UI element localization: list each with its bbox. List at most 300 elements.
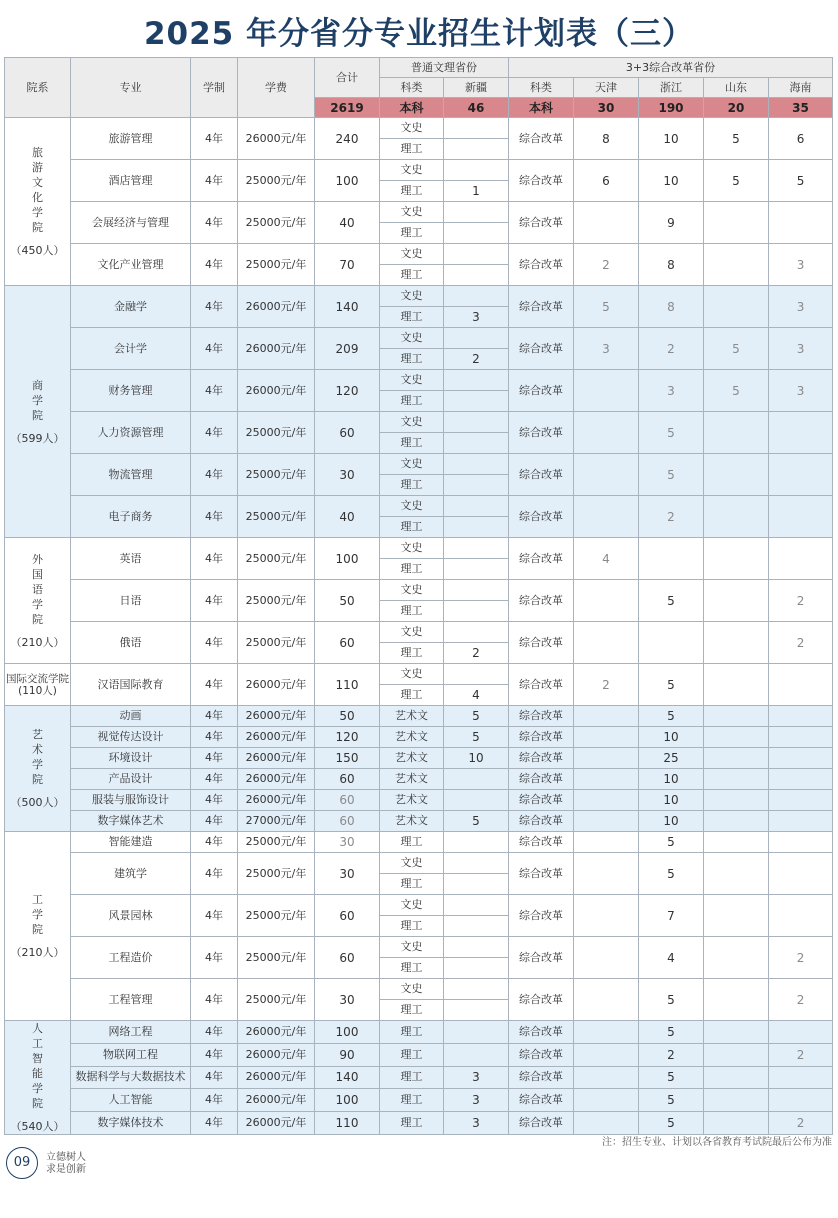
major-fee: 26000元/年 [238,1089,315,1112]
zhejiang-count: 3 [639,370,704,412]
hainan-count: 6 [769,118,833,160]
total-tianjin: 30 [574,98,639,118]
major-total: 30 [315,979,380,1021]
reform-subject-type: 综合改革 [509,1043,574,1066]
table-row [5,706,833,727]
college-name-char: 语 [32,582,43,596]
major-total: 110 [315,1112,380,1135]
college-cell [5,538,71,664]
reform-subject-type: 综合改革 [509,748,574,769]
tianjin-count: 2 [574,664,639,706]
shandong-count [704,769,769,790]
tianjin-count [574,979,639,1021]
total-subject: 本科 [380,98,444,118]
major-total: 50 [315,580,380,622]
normal-subject-type: 理工 [380,1112,444,1135]
normal-subject-type: 理工 [380,391,444,412]
shandong-count: 5 [704,370,769,412]
zhejiang-count: 25 [639,748,704,769]
table-row [5,160,833,181]
normal-subject-type: 文史 [380,979,444,1000]
table-row [5,748,833,769]
shandong-count: 5 [704,118,769,160]
shandong-count [704,748,769,769]
major-total: 60 [315,811,380,832]
hainan-count: 2 [769,1112,833,1135]
page-number: 09 [6,1147,38,1179]
zhejiang-count: 5 [639,1089,704,1112]
normal-subject-type: 理工 [380,1043,444,1066]
shandong-count [704,853,769,895]
major-total: 60 [315,895,380,937]
major-name: 英语 [71,538,191,580]
normal-subject-type: 文史 [380,286,444,307]
table-row [5,853,833,874]
major-name: 日语 [71,580,191,622]
major-name: 旅游管理 [71,118,191,160]
tianjin-count [574,769,639,790]
major-name: 数据科学与大数据技术 [71,1066,191,1089]
college-name-char: 院 [32,923,43,936]
xinjiang-count [444,223,509,244]
shandong-count [704,1089,769,1112]
hainan-count [769,1066,833,1089]
xinjiang-count: 5 [444,706,509,727]
zhejiang-count: 5 [639,1112,704,1135]
shandong-count [704,538,769,580]
tianjin-count [574,370,639,412]
major-total: 40 [315,496,380,538]
major-duration: 4年 [191,853,238,895]
major-fee: 25000元/年 [238,454,315,496]
table-row [5,1021,833,1044]
normal-subject-type: 理工 [380,916,444,937]
reform-subject-type: 综合改革 [509,664,574,706]
major-total: 100 [315,538,380,580]
major-duration: 4年 [191,118,238,160]
xinjiang-count: 5 [444,727,509,748]
major-duration: 4年 [191,160,238,202]
zhejiang-count: 8 [639,286,704,328]
major-total: 240 [315,118,380,160]
tianjin-count [574,1089,639,1112]
major-duration: 4年 [191,496,238,538]
xinjiang-count [444,202,509,223]
header-tianjin: 天津 [574,78,639,98]
major-fee: 25000元/年 [238,895,315,937]
header-total: 合计 [315,58,380,98]
major-name: 俄语 [71,622,191,664]
major-name: 工程造价 [71,937,191,979]
zhejiang-count: 8 [639,244,704,286]
college-name-char: 学 [32,758,43,771]
college-name-char: 艺 [32,728,43,741]
college-name-char: 术 [32,743,43,756]
header-xinjiang: 新疆 [444,78,509,98]
shandong-count [704,727,769,748]
xinjiang-count [444,916,509,937]
hainan-count [769,202,833,244]
total-overall: 2619 [315,98,380,118]
normal-subject-type: 理工 [380,307,444,328]
major-total: 209 [315,328,380,370]
college-name-char: 学 [32,908,43,921]
zhejiang-count [639,622,704,664]
major-name: 数字媒体艺术 [71,811,191,832]
xinjiang-count [444,475,509,496]
major-duration: 4年 [191,244,238,286]
major-duration: 4年 [191,769,238,790]
hainan-count [769,538,833,580]
major-duration: 4年 [191,727,238,748]
zhejiang-count: 5 [639,580,704,622]
xinjiang-count [444,118,509,139]
hainan-count [769,895,833,937]
major-total: 40 [315,202,380,244]
major-duration: 4年 [191,832,238,853]
shandong-count [704,412,769,454]
zhejiang-count: 5 [639,1021,704,1044]
xinjiang-count [444,139,509,160]
xinjiang-count [444,391,509,412]
tianjin-count: 4 [574,538,639,580]
college-count: （500人） [10,796,65,809]
major-duration: 4年 [191,370,238,412]
reform-subject-type: 综合改革 [509,1066,574,1089]
table-row [5,769,833,790]
normal-subject-type: 文史 [380,622,444,643]
major-total: 30 [315,832,380,853]
major-fee: 26000元/年 [238,706,315,727]
normal-subject-type: 理工 [380,832,444,853]
major-duration: 4年 [191,622,238,664]
xinjiang-count [444,517,509,538]
xinjiang-count [444,1000,509,1021]
xinjiang-count [444,874,509,895]
major-name: 物联网工程 [71,1043,191,1066]
normal-subject-type: 艺术文 [380,811,444,832]
major-duration: 4年 [191,895,238,937]
major-name: 文化产业管理 [71,244,191,286]
normal-subject-type: 理工 [380,874,444,895]
xinjiang-count [444,958,509,979]
xinjiang-count [444,769,509,790]
college-cell [5,706,71,832]
major-total: 30 [315,853,380,895]
total-subject-reform: 本科 [509,98,574,118]
college-cell [5,832,71,1021]
reform-subject-type: 综合改革 [509,202,574,244]
normal-subject-type: 文史 [380,202,444,223]
xinjiang-count [444,1043,509,1066]
normal-subject-type: 文史 [380,118,444,139]
major-name: 动画 [71,706,191,727]
tianjin-count [574,622,639,664]
tianjin-count [574,1112,639,1135]
tianjin-count: 3 [574,328,639,370]
major-fee: 26000元/年 [238,769,315,790]
major-fee: 25000元/年 [238,979,315,1021]
motto [46,1152,86,1176]
table-row [5,244,833,265]
xinjiang-count [444,601,509,622]
motto-line-2: 求是创新 [46,1164,86,1175]
header-shandong: 山东 [704,78,769,98]
reform-subject-type: 综合改革 [509,832,574,853]
major-name: 建筑学 [71,853,191,895]
zhejiang-count [639,538,704,580]
major-fee: 26000元/年 [238,1021,315,1044]
zhejiang-count: 5 [639,706,704,727]
major-total: 150 [315,748,380,769]
shandong-count [704,1112,769,1135]
hainan-count [769,454,833,496]
xinjiang-count: 5 [444,811,509,832]
college-count: （599人） [10,431,65,445]
xinjiang-count: 3 [444,307,509,328]
zhejiang-count: 10 [639,118,704,160]
normal-subject-type: 文史 [380,370,444,391]
zhejiang-count: 5 [639,853,704,895]
normal-subject-type: 艺术文 [380,706,444,727]
tianjin-count [574,790,639,811]
xinjiang-count [444,559,509,580]
major-name: 服装与服饰设计 [71,790,191,811]
xinjiang-count: 2 [444,643,509,664]
major-fee: 26000元/年 [238,748,315,769]
hainan-count [769,811,833,832]
major-duration: 4年 [191,664,238,706]
zhejiang-count: 5 [639,979,704,1021]
major-name: 汉语国际教育 [71,664,191,706]
normal-subject-type: 文史 [380,580,444,601]
xinjiang-count: 1 [444,181,509,202]
major-total: 50 [315,706,380,727]
major-duration: 4年 [191,1112,238,1135]
major-duration: 4年 [191,979,238,1021]
major-name: 智能建造 [71,832,191,853]
college-name-char: 国 [32,567,43,581]
xinjiang-count [444,979,509,1000]
shandong-count [704,580,769,622]
table-row [5,538,833,559]
major-total: 110 [315,664,380,706]
shandong-count [704,244,769,286]
college-name-char: 学 [32,1082,43,1095]
major-duration: 4年 [191,580,238,622]
major-total: 100 [315,160,380,202]
header-zhejiang: 浙江 [639,78,704,98]
table-row [5,1089,833,1112]
shandong-count [704,790,769,811]
college-count: （450人） [10,244,65,257]
normal-subject-type: 理工 [380,181,444,202]
table-row [5,328,833,349]
header-group-reform: 3+3综合改革省份 [509,58,833,78]
college-name-char: 院 [32,221,43,234]
college-count: （210人） [10,635,65,649]
college-name-char: 人 [32,1022,43,1035]
major-duration: 4年 [191,937,238,979]
major-name: 网络工程 [71,1021,191,1044]
major-duration: 4年 [191,1021,238,1044]
shandong-count [704,664,769,706]
hainan-count: 2 [769,622,833,664]
hainan-count: 2 [769,1043,833,1066]
major-name: 人力资源管理 [71,412,191,454]
normal-subject-type: 理工 [380,685,444,706]
xinjiang-count [444,538,509,559]
zhejiang-count: 10 [639,811,704,832]
major-total: 90 [315,1043,380,1066]
major-total: 140 [315,286,380,328]
page-title: 2025 年分省分专业招生计划表（三） [143,16,695,52]
reform-subject-type: 综合改革 [509,286,574,328]
major-fee: 25000元/年 [238,496,315,538]
shandong-count [704,979,769,1021]
reform-subject-type: 综合改革 [509,538,574,580]
major-duration: 4年 [191,1066,238,1089]
table-row [5,202,833,223]
reform-subject-type: 综合改革 [509,622,574,664]
major-name: 人工智能 [71,1089,191,1112]
tianjin-count [574,727,639,748]
reform-subject-type: 综合改革 [509,979,574,1021]
college-name-char: 能 [32,1067,43,1080]
major-total: 100 [315,1089,380,1112]
reform-subject-type: 综合改革 [509,370,574,412]
major-name: 环境设计 [71,748,191,769]
major-fee: 26000元/年 [238,1043,315,1066]
major-fee: 26000元/年 [238,790,315,811]
reform-subject-type: 综合改革 [509,769,574,790]
college-name-char: 文 [32,176,43,189]
xinjiang-count [444,412,509,433]
zhejiang-count: 5 [639,664,704,706]
reform-subject-type: 综合改革 [509,1112,574,1135]
hainan-count: 2 [769,979,833,1021]
hainan-count [769,1021,833,1044]
normal-subject-type: 理工 [380,349,444,370]
major-name: 风景园林 [71,895,191,937]
table-row [5,1112,833,1135]
major-fee: 26000元/年 [238,118,315,160]
college-name-char: 院 [32,408,43,422]
major-total: 60 [315,937,380,979]
shandong-count [704,1066,769,1089]
xinjiang-count [444,895,509,916]
normal-subject-type: 艺术文 [380,727,444,748]
xinjiang-count [444,937,509,958]
table-row [5,664,833,685]
tianjin-count [574,496,639,538]
major-fee: 25000元/年 [238,538,315,580]
major-total: 120 [315,727,380,748]
normal-subject-type: 文史 [380,937,444,958]
major-fee: 26000元/年 [238,727,315,748]
tianjin-count [574,412,639,454]
zhejiang-count: 9 [639,202,704,244]
header-group-normal: 普通文理省份 [380,58,509,78]
major-duration: 4年 [191,1089,238,1112]
xinjiang-count [444,790,509,811]
major-total: 70 [315,244,380,286]
normal-subject-type: 文史 [380,412,444,433]
major-duration: 4年 [191,790,238,811]
header-subject-reform: 科类 [509,78,574,98]
table-row [5,937,833,958]
hainan-count: 2 [769,937,833,979]
normal-subject-type: 文史 [380,538,444,559]
shandong-count [704,832,769,853]
table-row [5,811,833,832]
major-name: 会展经济与管理 [71,202,191,244]
normal-subject-type: 理工 [380,139,444,160]
table-row [5,454,833,475]
xinjiang-count [444,853,509,874]
normal-subject-type: 理工 [380,1021,444,1044]
table-row [5,622,833,643]
major-total: 60 [315,769,380,790]
zhejiang-count: 5 [639,412,704,454]
zhejiang-count: 2 [639,328,704,370]
tianjin-count [574,1043,639,1066]
tianjin-count [574,706,639,727]
tianjin-count [574,832,639,853]
major-name: 工程管理 [71,979,191,1021]
normal-subject-type: 艺术文 [380,769,444,790]
college-name-char: 游 [32,161,43,174]
zhejiang-count: 2 [639,496,704,538]
college-name-char: 旅 [32,146,43,159]
major-duration: 4年 [191,454,238,496]
tianjin-count [574,748,639,769]
shandong-count [704,1021,769,1044]
normal-subject-type: 理工 [380,559,444,580]
college-name-char: 智 [32,1052,43,1065]
major-fee: 26000元/年 [238,370,315,412]
total-zhejiang: 190 [639,98,704,118]
major-duration: 4年 [191,538,238,580]
zhejiang-count: 5 [639,454,704,496]
major-name: 酒店管理 [71,160,191,202]
header-duration: 学制 [191,58,238,118]
hainan-count [769,790,833,811]
xinjiang-count: 3 [444,1089,509,1112]
normal-subject-type: 理工 [380,643,444,664]
major-duration: 4年 [191,1043,238,1066]
table-row [5,118,833,139]
total-shandong: 20 [704,98,769,118]
college-cell [5,118,71,286]
reform-subject-type: 综合改革 [509,706,574,727]
table-row [5,895,833,916]
normal-subject-type: 文史 [380,160,444,181]
reform-subject-type: 综合改革 [509,895,574,937]
college-name-char: 院 [32,612,43,626]
reform-subject-type: 综合改革 [509,727,574,748]
xinjiang-count [444,622,509,643]
college-cell [5,286,71,538]
normal-subject-type: 文史 [380,328,444,349]
table-row [5,496,833,517]
major-fee: 26000元/年 [238,328,315,370]
shandong-count [704,706,769,727]
zhejiang-count: 10 [639,790,704,811]
reform-subject-type: 综合改革 [509,244,574,286]
shandong-count: 5 [704,328,769,370]
xinjiang-count: 2 [444,349,509,370]
